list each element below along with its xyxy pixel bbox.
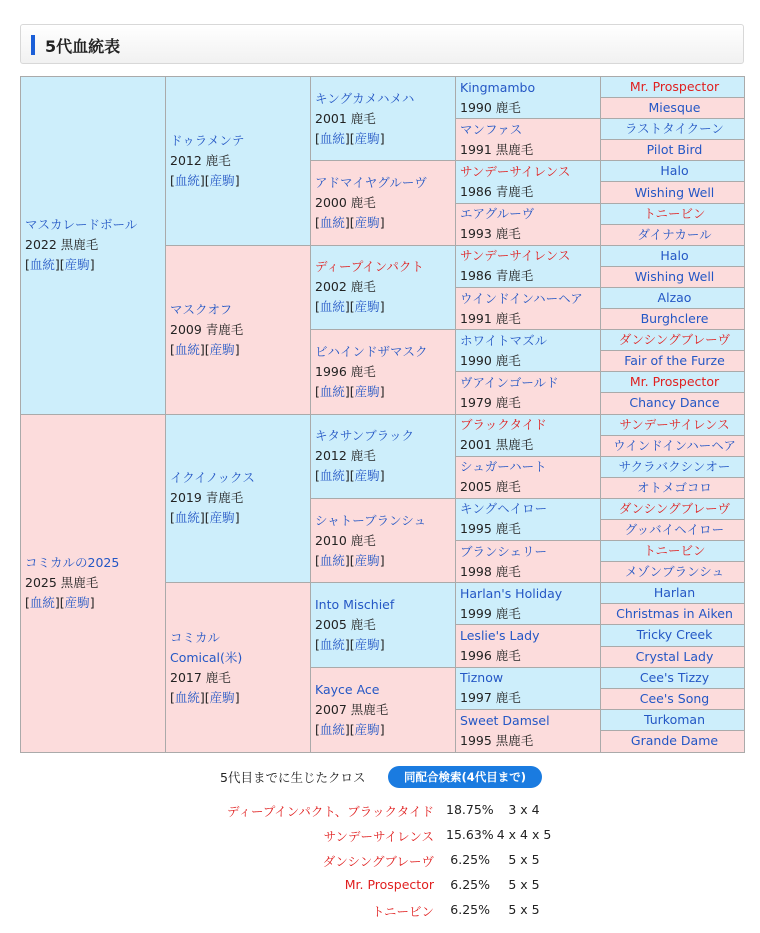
horse-name-link[interactable]: オトメゴコロ (637, 479, 712, 495)
horse-links: [血統][産駒] (170, 510, 240, 526)
horse-cell-gen5 (601, 330, 744, 351)
pedigree-link[interactable]: 血統 (319, 383, 345, 399)
horse-name-link[interactable]: キングヘイロー (460, 501, 548, 517)
horse-birth-color: 1979 鹿毛 (460, 394, 521, 410)
horse-birth-color: 1991 鹿毛 (460, 310, 521, 326)
horse-name-link[interactable]: Chancy Dance (629, 395, 720, 411)
header-accent-bar (31, 35, 35, 55)
horse-links: [血統][産駒] (315, 130, 385, 146)
horse-cell-gen5 (601, 182, 744, 203)
horse-birth-color: 1991 黒鹿毛 (460, 141, 534, 157)
horse-name-link[interactable]: Kayce Ace (315, 681, 380, 697)
cross-header (0, 766, 760, 788)
cross-row (0, 852, 760, 872)
cross-pattern: 5 x 5 (508, 902, 540, 917)
horse-links: [血統][産駒] (315, 299, 385, 315)
horse-name-link[interactable]: イクイノックス (170, 470, 255, 486)
horse-name-link[interactable]: サンデーサイレンス (619, 416, 730, 432)
horse-cell-gen5 (601, 731, 744, 752)
horse-links: [血統][産駒] (170, 689, 240, 705)
horse-cell-gen3 (311, 583, 456, 667)
horse-birth-color: 2025 黒鹿毛 (25, 575, 99, 591)
horse-cell-gen5 (601, 583, 744, 604)
horse-cell-gen3 (311, 330, 456, 414)
horse-name-link[interactable]: Wishing Well (634, 184, 715, 200)
pedigree-link[interactable]: 血統 (174, 341, 200, 357)
same-mating-search-button[interactable]: 同配合検索(4代目まで) (388, 766, 542, 788)
horse-links: [血統][産駒] (170, 172, 240, 188)
section-header (20, 24, 744, 64)
horse-name-link[interactable]: Harlan (653, 585, 696, 601)
cross-percent: 6.25% (450, 877, 490, 892)
horse-cell-gen4 (456, 77, 601, 119)
horse-name-link[interactable]: エアグルーヴ (460, 206, 535, 222)
horse-name-link[interactable]: キタサンブラック (315, 428, 415, 444)
horse-cell-gen5 (601, 436, 744, 457)
offspring-link[interactable]: 産駒 (354, 215, 380, 231)
offspring-link[interactable]: 産駒 (209, 172, 235, 188)
horse-cell-gen1 (21, 77, 166, 415)
pedigree-link[interactable]: 血統 (319, 636, 345, 652)
horse-links: [血統][産駒] (315, 636, 385, 652)
pedigree-link[interactable]: 血統 (319, 215, 345, 231)
horse-cell-gen5 (601, 225, 744, 246)
horse-name-link[interactable]: メゾンブランシュ (624, 564, 725, 580)
horse-cell-gen5 (601, 288, 744, 309)
horse-birth-color: 1999 鹿毛 (460, 605, 521, 621)
offspring-link[interactable]: 産駒 (354, 130, 380, 146)
horse-birth-color: 2019 青鹿毛 (170, 490, 244, 506)
horse-cell-gen4 (456, 710, 601, 752)
horse-name-link[interactable]: ウインドインハーヘア (460, 290, 583, 306)
offspring-link[interactable]: 産駒 (64, 257, 90, 273)
horse-name-link[interactable]: ウインドインハーヘア (613, 437, 736, 453)
horse-name-link[interactable]: シャトーブランシュ (315, 512, 427, 528)
horse-name-link[interactable]: ダイナカール (637, 226, 712, 242)
horse-birth-color: 2005 鹿毛 (460, 479, 521, 495)
horse-name-link[interactable]: Harlan's Holiday (460, 585, 563, 601)
cross-row (0, 802, 760, 822)
pedigree-link[interactable]: 血統 (174, 172, 200, 188)
cross-horse[interactable]: ディープインパクト、ブラックタイド (226, 804, 434, 819)
pedigree-link[interactable]: 血統 (319, 130, 345, 146)
horse-name-link[interactable]: Sweet Damsel (460, 712, 550, 728)
offspring-link[interactable]: 産駒 (209, 510, 235, 526)
horse-cell-gen4 (456, 499, 601, 541)
horse-birth-color: 2012 鹿毛 (170, 152, 231, 168)
horse-cell-gen5 (601, 309, 744, 330)
pedigree-link[interactable]: 血統 (174, 689, 200, 705)
horse-birth-color: 2022 黒鹿毛 (25, 237, 99, 253)
horse-links: [血統][産駒] (25, 257, 95, 273)
cross-horse[interactable]: Mr. Prospector (344, 877, 434, 892)
horse-cell-gen5 (601, 204, 744, 225)
horse-cell-gen4 (456, 625, 601, 667)
horse-cell-gen5 (601, 541, 744, 562)
horse-cell-gen4 (456, 161, 601, 203)
horse-cell-gen4 (456, 204, 601, 246)
horse-birth-color: 1997 鹿毛 (460, 690, 521, 706)
horse-birth-color: 2002 鹿毛 (315, 279, 376, 295)
cross-pattern: 5 x 5 (508, 877, 540, 892)
horse-cell-gen4 (456, 541, 601, 583)
horse-name-link[interactable]: Turkoman (644, 711, 705, 727)
cross-pattern: 3 x 4 (508, 802, 540, 817)
horse-name-link[interactable]: トニービン (643, 205, 706, 221)
horse-name-link[interactable]: Halo (660, 247, 689, 263)
horse-name-link[interactable]: ドゥラメンテ (170, 132, 245, 148)
horse-name-link[interactable]: ダンシングブレーヴ (618, 500, 731, 516)
horse-birth-color: 1995 鹿毛 (460, 521, 521, 537)
horse-name-link[interactable]: Kingmambo (460, 79, 536, 95)
horse-name-link[interactable]: サクラバクシンオー (618, 458, 731, 474)
horse-cell-gen5 (601, 562, 744, 583)
horse-cell-gen5 (601, 161, 744, 182)
horse-name-link[interactable]: ダンシングブレーヴ (618, 332, 731, 348)
horse-birth-color: 1986 青鹿毛 (460, 183, 534, 199)
horse-cell-gen5 (601, 710, 744, 731)
horse-name-link[interactable]: ヴアインゴールド (460, 374, 559, 390)
horse-name-link[interactable]: コミカル Comical(米) (170, 629, 243, 665)
horse-name-link[interactable]: Fair of the Furze (624, 353, 725, 369)
horse-cell-gen3 (311, 246, 456, 330)
cross-row (0, 877, 760, 897)
horse-cell-gen5 (601, 98, 744, 119)
horse-cell-gen3 (311, 499, 456, 583)
horse-cell-gen5 (601, 351, 744, 372)
horse-name-link[interactable]: Wishing Well (634, 268, 715, 284)
horse-birth-color: 1995 黒鹿毛 (460, 732, 534, 748)
horse-birth-color: 2001 鹿毛 (315, 110, 376, 126)
horse-birth-color: 2010 鹿毛 (315, 532, 376, 548)
horse-name-link[interactable]: グッバイヘイロー (624, 522, 725, 538)
pedigree-link[interactable]: 血統 (174, 510, 200, 526)
horse-cell-gen4 (456, 372, 601, 414)
horse-name-link[interactable]: Tiznow (460, 670, 504, 686)
horse-name-link[interactable]: マスクオフ (170, 301, 233, 317)
pedigree-link[interactable]: 血統 (319, 552, 345, 568)
horse-cell-gen2 (166, 415, 311, 584)
horse-cell-gen2 (166, 246, 311, 415)
horse-links: [血統][産駒] (315, 552, 385, 568)
horse-cell-gen4 (456, 457, 601, 499)
horse-links: [血統][産駒] (170, 341, 240, 357)
horse-cell-gen4 (456, 288, 601, 330)
cross-percent: 15.63% (446, 827, 494, 842)
pedigree-link[interactable]: 血統 (319, 721, 345, 737)
horse-name-link[interactable]: Cee's Song (639, 690, 710, 706)
horse-name-link[interactable]: Tricky Creek (636, 627, 713, 643)
horse-name-link[interactable]: ブランシェリー (460, 543, 547, 559)
horse-cell-gen5 (601, 689, 744, 710)
horse-name-link[interactable]: Alzao (657, 289, 692, 305)
horse-cell-gen4 (456, 330, 601, 372)
horse-name-link[interactable]: Halo (660, 163, 689, 179)
horse-name-link[interactable]: Grande Dame (630, 733, 719, 749)
horse-cell-gen4 (456, 415, 601, 457)
page-title: 5代血統表 (45, 37, 121, 56)
offspring-link[interactable]: 産駒 (354, 468, 380, 484)
horse-cell-gen5 (601, 457, 744, 478)
offspring-link[interactable]: 産駒 (354, 383, 380, 399)
horse-name-link[interactable]: Miesque (648, 100, 701, 116)
cross-row (0, 902, 760, 922)
horse-cell-gen5 (601, 668, 744, 689)
horse-name-link[interactable]: コミカルの2025 (25, 555, 120, 571)
horse-name-link[interactable]: ラストタイクーン (625, 121, 724, 137)
offspring-link[interactable]: 産駒 (209, 689, 235, 705)
horse-name-link[interactable]: Leslie's Lady (460, 628, 540, 644)
cross-pattern: 4 x 4 x 5 (496, 827, 552, 842)
horse-cell-gen4 (456, 668, 601, 710)
pedigree-link[interactable]: 血統 (29, 257, 55, 273)
offspring-link[interactable]: 産駒 (64, 595, 90, 611)
horse-name-link[interactable]: トニービン (643, 543, 706, 559)
horse-links: [血統][産駒] (315, 721, 385, 737)
horse-birth-color: 1990 鹿毛 (460, 99, 521, 115)
horse-birth-color: 2012 鹿毛 (315, 448, 376, 464)
horse-cell-gen4 (456, 583, 601, 625)
cross-horse[interactable]: ダンシングブレーヴ (322, 854, 434, 869)
horse-name-link[interactable]: マンファス (460, 121, 523, 137)
horse-name-link[interactable]: ブラックタイド (460, 417, 547, 433)
horse-cell-gen3 (311, 668, 456, 752)
horse-cell-gen5 (601, 415, 744, 436)
pedigree-link[interactable]: 血統 (319, 299, 345, 315)
horse-links: [血統][産駒] (315, 383, 385, 399)
horse-name-link[interactable]: ビハインドザマスク (315, 343, 428, 359)
horse-cell-gen5 (601, 393, 744, 414)
horse-name-link[interactable]: Crystal Lady (635, 648, 714, 664)
horse-birth-color: 1990 鹿毛 (460, 352, 521, 368)
cross-row (0, 827, 760, 847)
horse-name-link[interactable]: Mr. Prospector (629, 374, 720, 390)
horse-name-link[interactable]: サンデーサイレンス (460, 163, 571, 179)
horse-cell-gen3 (311, 161, 456, 245)
horse-cell-gen5 (601, 140, 744, 161)
horse-links: [血統][産駒] (25, 595, 95, 611)
horse-birth-color: 1996 鹿毛 (315, 363, 376, 379)
horse-cell-gen3 (311, 415, 456, 499)
horse-name-link[interactable]: Pilot Bird (646, 142, 703, 158)
horse-name-link[interactable]: ホワイトマズル (460, 332, 548, 348)
cross-horse[interactable]: トニービン (371, 904, 434, 919)
horse-cell-gen5 (601, 625, 744, 646)
horse-name-link[interactable]: Into Mischief (315, 596, 395, 612)
horse-birth-color: 1998 鹿毛 (460, 563, 521, 579)
horse-cell-gen5 (601, 520, 744, 541)
cross-pattern: 5 x 5 (508, 852, 540, 867)
horse-birth-color: 1986 青鹿毛 (460, 268, 534, 284)
horse-birth-color: 2009 青鹿毛 (170, 321, 244, 337)
horse-cell-gen4 (456, 119, 601, 161)
cross-percent: 6.25% (450, 852, 490, 867)
horse-cell-gen2 (166, 583, 311, 752)
horse-cell-gen2 (166, 77, 311, 246)
horse-links: [血統][産駒] (315, 468, 385, 484)
horse-name-link[interactable]: ディープインパクト (315, 259, 424, 275)
horse-cell-gen5 (601, 478, 744, 499)
offspring-link[interactable]: 産駒 (354, 721, 380, 737)
offspring-link[interactable]: 産駒 (354, 636, 380, 652)
horse-cell-gen5 (601, 267, 744, 288)
pedigree-table (20, 76, 745, 753)
horse-name-link[interactable]: Burghclere (640, 311, 709, 327)
pedigree-link[interactable]: 血統 (319, 468, 345, 484)
horse-cell-gen4 (456, 246, 601, 288)
horse-links: [血統][産駒] (315, 215, 385, 231)
cross-percent: 18.75% (446, 802, 494, 817)
horse-cell-gen5 (601, 647, 744, 668)
horse-name-link[interactable]: Cee's Tizzy (639, 669, 710, 685)
offspring-link[interactable]: 産駒 (209, 341, 235, 357)
horse-cell-gen5 (601, 77, 744, 98)
horse-name-link[interactable]: サンデーサイレンス (460, 248, 571, 264)
horse-cell-gen5 (601, 499, 744, 520)
horse-cell-gen5 (601, 604, 744, 625)
horse-cell-gen5 (601, 372, 744, 393)
horse-cell-gen5 (601, 119, 744, 140)
pedigree-link[interactable]: 血統 (29, 595, 55, 611)
horse-birth-color: 1996 鹿毛 (460, 648, 521, 664)
cross-percent: 6.25% (450, 902, 490, 917)
cross-horse[interactable]: サンデーサイレンス (323, 829, 434, 844)
horse-birth-color: 2001 黒鹿毛 (460, 437, 534, 453)
horse-name-link[interactable]: Mr. Prospector (629, 79, 720, 95)
horse-cell-gen1 (21, 415, 166, 753)
horse-name-link[interactable]: アドマイヤグルーヴ (315, 175, 427, 191)
offspring-link[interactable]: 産駒 (354, 299, 380, 315)
horse-cell-gen3 (311, 77, 456, 161)
horse-name-link[interactable]: Christmas in Aiken (616, 606, 733, 622)
offspring-link[interactable]: 産駒 (354, 552, 380, 568)
horse-birth-color: 2000 鹿毛 (315, 195, 376, 211)
horse-name-link[interactable]: マスカレードボール (25, 217, 138, 233)
cross-label: 5代目までに生じたクロス (220, 770, 366, 785)
horse-name-link[interactable]: シュガーハート (460, 459, 547, 475)
horse-cell-gen5 (601, 246, 744, 267)
horse-birth-color: 2005 鹿毛 (315, 616, 376, 632)
horse-birth-color: 1993 鹿毛 (460, 226, 521, 242)
horse-birth-color: 2007 黒鹿毛 (315, 701, 389, 717)
horse-birth-color: 2017 鹿毛 (170, 669, 231, 685)
horse-name-link[interactable]: キングカメハメハ (315, 90, 415, 106)
